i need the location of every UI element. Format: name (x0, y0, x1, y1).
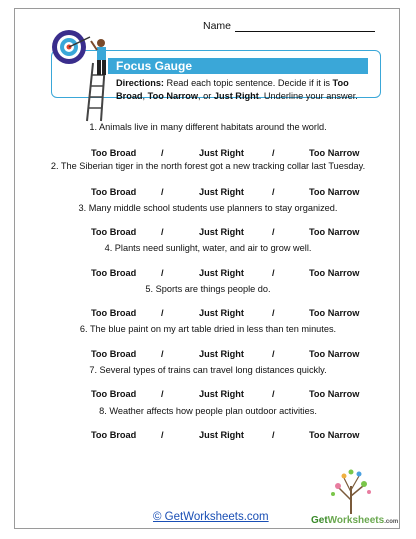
question-2: 2. The Siberian tiger in the north forest got a new tracking collar last Tuesday. (50, 161, 366, 171)
option-too-broad[interactable]: Too Broad (91, 349, 137, 359)
option-too-narrow[interactable]: Too Narrow (309, 187, 360, 197)
option-too-broad[interactable]: Too Broad (91, 430, 137, 440)
question-5: 5. Sports are things people do. (145, 284, 271, 294)
option-too-broad[interactable]: Too Broad (91, 308, 137, 318)
option-separator: / (272, 389, 275, 399)
name-line[interactable] (235, 22, 375, 32)
option-just-right[interactable]: Just Right (199, 148, 244, 158)
answer-options-4 (15, 268, 401, 280)
option-too-narrow[interactable]: Too Narrow (309, 227, 360, 237)
answer-options-2 (15, 187, 401, 199)
option-separator: / (272, 187, 275, 197)
question-6: 6. The blue paint on my art table dried in less than ten minutes. (79, 324, 337, 334)
target-icon (52, 30, 90, 64)
name-label: Name (203, 20, 232, 32)
option-separator: / (272, 227, 275, 237)
option-too-narrow[interactable]: Too Narrow (309, 148, 360, 158)
option-too-broad[interactable]: Too Broad (91, 389, 137, 399)
option-separator: / (272, 148, 275, 158)
question-4: 4. Plants need sunlight, water, and air to grow well. (104, 243, 312, 253)
answer-options-8 (15, 430, 401, 442)
option-just-right[interactable]: Just Right (199, 187, 244, 197)
option-separator: / (161, 389, 164, 399)
getworksheets-logo-text: GetWorksheets.com (311, 515, 399, 526)
option-separator: / (161, 430, 164, 440)
option-too-broad[interactable]: Too Broad (91, 227, 137, 237)
option-just-right[interactable]: Just Right (199, 308, 244, 318)
answer-options-7 (15, 389, 401, 401)
directions-text: Directions: Read each topic sentence. Decide if it is Too Broad, Too Narrow, or Just Right. Underline your answer. (116, 78, 358, 101)
question-3: 3. Many middle school students use planners to stay organized. (78, 203, 338, 213)
answer-options-5 (15, 308, 401, 320)
option-separator: / (272, 349, 275, 359)
option-separator: / (161, 268, 164, 278)
worksheet-page (14, 8, 400, 529)
option-just-right[interactable]: Just Right (199, 430, 244, 440)
option-separator: / (161, 187, 164, 197)
option-just-right[interactable]: Just Right (199, 349, 244, 359)
option-too-narrow[interactable]: Too Narrow (309, 268, 360, 278)
option-separator: / (161, 227, 164, 237)
option-just-right[interactable]: Just Right (199, 227, 244, 237)
option-too-broad[interactable]: Too Broad (91, 187, 137, 197)
ladder-climber-icon (87, 39, 106, 121)
question-1: 1. Animals live in many different habitats around the world. (89, 122, 327, 132)
question-7: 7. Several types of trains can travel long distances quickly. (89, 365, 327, 375)
option-too-narrow[interactable]: Too Narrow (309, 349, 360, 359)
option-too-broad[interactable]: Too Broad (91, 268, 137, 278)
option-too-narrow[interactable]: Too Narrow (309, 389, 360, 399)
answer-options-6 (15, 349, 401, 361)
option-too-narrow[interactable]: Too Narrow (309, 308, 360, 318)
option-separator: / (272, 430, 275, 440)
answer-options-1 (15, 148, 401, 160)
question-8: 8. Weather affects how people plan outdoor activities. (99, 406, 317, 416)
option-too-narrow[interactable]: Too Narrow (309, 430, 360, 440)
option-too-broad[interactable]: Too Broad (91, 148, 137, 158)
option-just-right[interactable]: Just Right (199, 268, 244, 278)
option-just-right[interactable]: Just Right (199, 389, 244, 399)
option-separator: / (272, 308, 275, 318)
option-separator: / (272, 268, 275, 278)
worksheet-title: Focus Gauge (108, 58, 368, 74)
getworksheets-link[interactable]: © GetWorksheets.com (153, 511, 269, 523)
answer-options-3 (15, 227, 401, 239)
option-separator: / (161, 148, 164, 158)
option-separator: / (161, 349, 164, 359)
name-field (203, 20, 375, 32)
option-separator: / (161, 308, 164, 318)
target-climber-clipart (45, 23, 115, 123)
